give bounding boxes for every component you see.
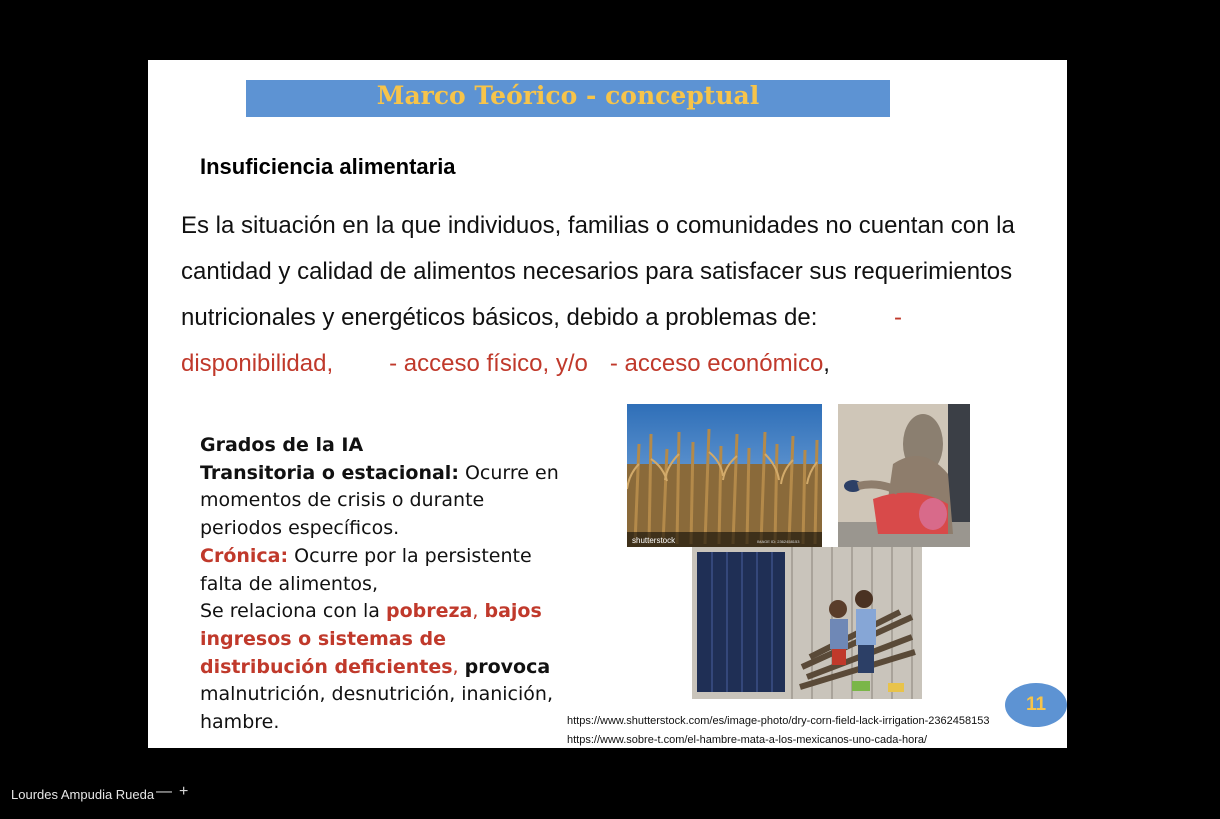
provoca-term: provoca xyxy=(464,655,551,678)
dry-corn-field-photo xyxy=(627,404,822,547)
minimize-icon[interactable]: — xyxy=(156,783,172,800)
children-doorway-photo xyxy=(692,547,922,699)
grades-title: Grados de la IA xyxy=(200,434,364,456)
section-heading: Insuficiencia alimentaria xyxy=(200,154,456,179)
problem-acceso-economico: - acceso económico xyxy=(609,350,824,377)
problem-disponibilidad: - disponibilidad, xyxy=(181,304,903,377)
cronica-label: Crónica: xyxy=(200,544,289,567)
presentation-slide xyxy=(148,60,1067,748)
pobreza-term: pobreza xyxy=(385,600,473,623)
efectos-text: malnutrición, desnutrición, inanición, hambre. xyxy=(200,683,553,734)
definition-trailing-comma: , xyxy=(823,350,830,377)
grades-text-block xyxy=(200,432,560,737)
comma-1: , xyxy=(472,600,485,623)
relacion-prefix: Se relaciona con la xyxy=(200,600,386,623)
bajos-ingresos-term: bajos ingresos o sistemas de distribución deficientes xyxy=(200,600,542,678)
shutterstock-image-id: IMAGE ID: 2362458153 xyxy=(757,539,800,544)
transitoria-text: Ocurre en momentos de crisis o durante periodos específicos. xyxy=(200,461,559,540)
slide-title: Marco Teórico - conceptual xyxy=(376,81,760,110)
source-link-2[interactable]: https://www.sobre-t.com/el-hambre-mata-a-los-mexicanos-uno-cada-hora/ xyxy=(567,734,928,746)
presenter-name: Lourdes Ampudia Rueda xyxy=(11,787,155,802)
title-banner xyxy=(246,80,890,117)
definition-paragraph xyxy=(181,203,1021,387)
cronica-text: Ocurre por la persistente falta de alimentos, xyxy=(200,544,532,595)
source-link-1[interactable]: https://www.shutterstock.com/es/image-photo/dry-corn-field-lack-irrigation-2362458153 xyxy=(567,715,990,727)
person-sitting-photo xyxy=(838,404,970,547)
page-number-badge: 11 xyxy=(1005,683,1067,727)
presenter-bar xyxy=(0,780,1220,810)
transitoria-label: Transitoria o estacional: xyxy=(200,461,459,484)
problem-acceso-fisico: - acceso físico, y/o xyxy=(389,350,588,377)
expand-icon[interactable]: + xyxy=(179,783,189,800)
shutterstock-watermark: shutterstock xyxy=(632,536,676,545)
definition-text: Es la situación en la que individuos, familias o comunidades no cuentan con la cantidad y calidad de alimentos necesarios para satisfacer sus requerimientos nutricionales y energéticos básicos, debido a problemas de: xyxy=(181,212,1015,331)
comma-2: , xyxy=(452,655,465,678)
